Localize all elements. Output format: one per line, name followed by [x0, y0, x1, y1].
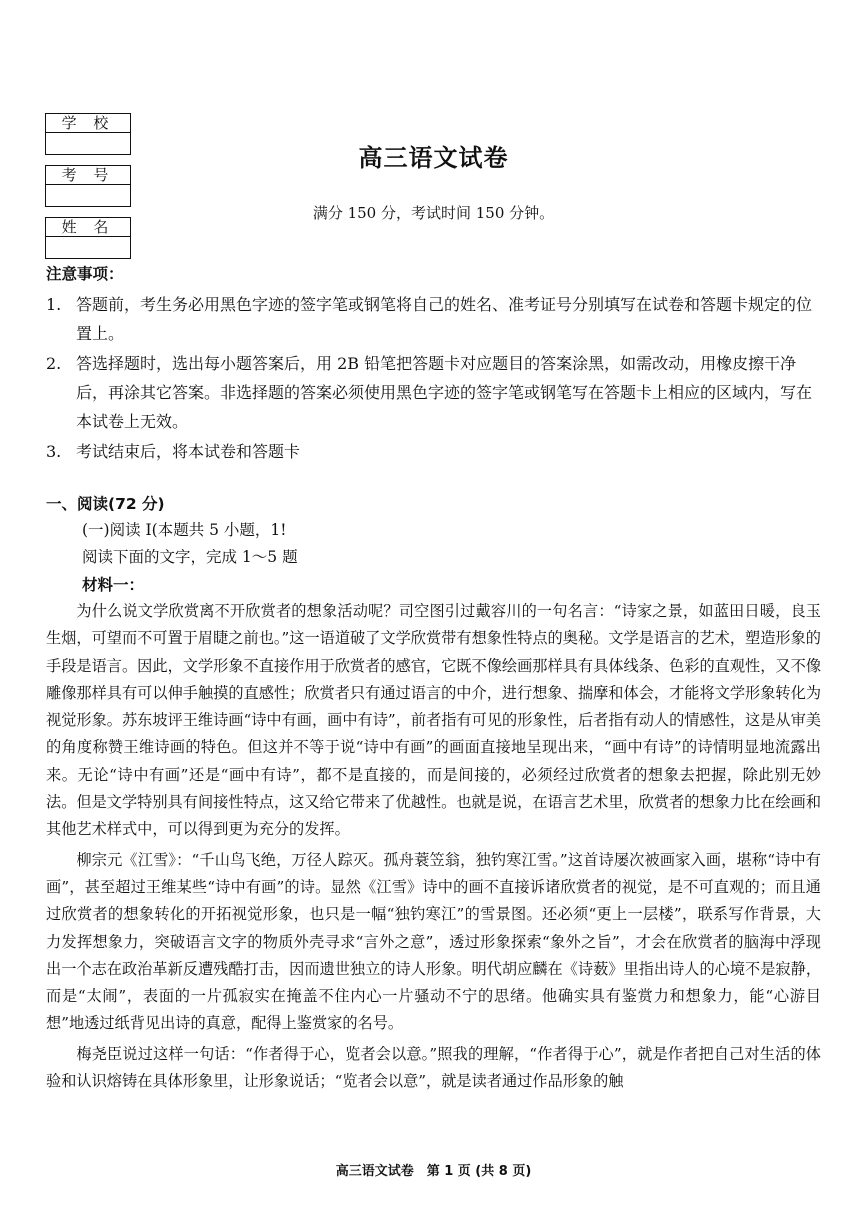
subsection-heading: (一)阅读 Ⅰ(本题共 5 小题，1!: [82, 521, 287, 539]
page-title: 高三语文试卷: [358, 144, 509, 172]
school-label: 学 校: [45, 113, 131, 133]
page-footer: 高三语文试卷 第 1 页 (共 8 页): [335, 1164, 532, 1179]
notice-text: 答选择题时，选出每小题答案后，用 2B 铅笔把答题卡对应题目的答案涂黑，如需改动，用橡皮擦干净后，再涂其它答案。非选择题的答案必须使用黑色字迹的签字笔或钢笔写在答题卡上相应的区域内，写在本试卷上无效。: [76, 354, 813, 431]
passage-paragraph: 为什么说文学欣赏离不开欣赏者的想象活动呢？司空图引过戴容川的一句名言：“诗家之景，如蓝田日暖，良玉生烟，可望而不可置于眉睫之前也。”这一语道破了文学欣赏带有想象性特点的奥秘。文学是语言的艺术，塑造形象的手段是语言。因此，文学形象不直接作用于欣赏者的感官，它既不像绘画那样具有具体线条、色彩的直观性，又不像雕像那样具有可以伸手触摸的直感性；欣赏者只有通过语言的中介，进行想象、揣摩和体会，才能将文学形象转化为视觉形象。苏东坡评王维诗画“诗中有画，画中有诗”，前者指有可见的形象性，后者指有动人的情感性，这是从审美的角度称赞王维诗画的特色。但这并不等于说“诗中有画”的画面直接地呈现出来，“画中有诗”的诗情明显地流露出来。无论“诗中有画”还是“画中有诗”，都不是直接的，而是间接的，必须经过欣赏者的想象去把握，除此别无妙法。但是文学特别具有间接性特点，这又给它带来了优越性。也就是说，在语言艺术里，欣赏者的想象力比在绘画和其他艺术样式中，可以得到更为充分的发挥。: [46, 602, 821, 839]
exam-number-label: 考 号: [45, 165, 131, 185]
info-table: [45, 113, 131, 269]
notice-number: 2.: [46, 354, 62, 373]
material-label: 材料一：: [82, 575, 145, 594]
passage-body: [46, 598, 821, 1098]
notice-text: 考试结束后，将本试卷和答题卡: [76, 442, 301, 461]
exam-info: 满分 150 分，考试时间 150 分钟。: [312, 204, 555, 222]
section-heading: 一、阅读(72 分): [46, 495, 165, 513]
name-field: [45, 217, 131, 259]
passage-paragraph: 柳宗元《江雪》：“千山鸟飞绝，万径人踪灭。孤舟蓑笠翁，独钓寒江雪。”这首诗屡次被画家入画，堪称“诗中有画”，甚至超过王维某些“诗中有画”的诗。显然《江雪》诗中的画不直接诉诸欣赏者的视觉，是不可直观的；而且通过欣赏者的想象转化的开拓视觉形象，也只是一幅“独钓寒江”的雪景图。还必须“更上一层楼”，联系写作背景，大力发挥想象力，突破语言文字的物质外壳寻求“言外之意”，透过形象探索“象外之旨”，才会在欣赏者的脑海中浮现出一个志在政治革新反遭残酷打击，因而遗世独立的诗人形象。明代胡应麟在《诗薮》里指出诗人的心境不是寂静，而是“太闹”，表面的一片孤寂实在掩盖不住内心一片骚动不宁的思绪。他确实具有鉴赏力和想象力，能“心游目想”地透过纸背见出诗的真意，配得上鉴赏家的名号。: [46, 850, 821, 1033]
notice-list: [46, 290, 821, 467]
notice-item: [46, 290, 821, 348]
notice-number: 3.: [46, 442, 62, 461]
name-label: 姓 名: [45, 217, 131, 237]
notice-item: [46, 349, 821, 436]
notice-number: 1.: [46, 295, 62, 314]
notice-heading: 注意事项：: [46, 265, 124, 283]
notice-item: [46, 437, 821, 466]
passage-paragraph: 梅尧臣说过这样一句话：“作者得于心，览者会以意。”照我的理解，“作者得于心”，就是作者把自己对生活的体验和认识熔铸在具体形象里，让形象说话；“览者会以意”，就是读者通过作品形象的触: [46, 1044, 821, 1091]
notice-text: 答题前，考生务必用黑色字迹的签字笔或钢笔将自己的姓名、准考证号分别填写在试卷和答题卡规定的位置上。: [76, 295, 813, 343]
instruction-text: 阅读下面的文字，完成 1～5 题: [82, 548, 298, 566]
name-blank: [45, 237, 131, 259]
